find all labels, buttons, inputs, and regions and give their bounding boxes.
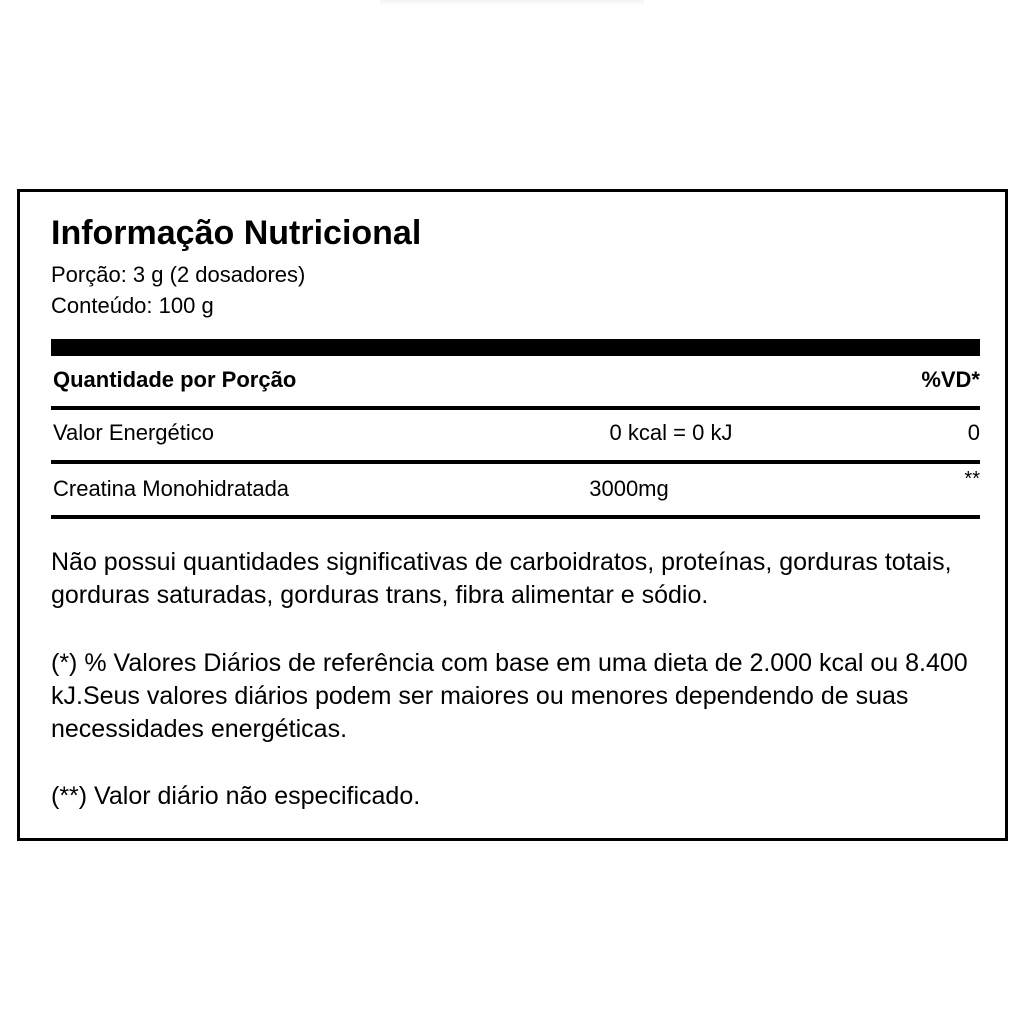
row-divider	[51, 406, 980, 410]
not-significant-note: Não possui quantidades significativas de carboidratos, proteínas, gorduras totais, gorduras saturadas, gorduras trans, fibra alimentar e sódio.	[51, 548, 952, 609]
portion-size: Porção: 3 g (2 dosadores)	[51, 262, 306, 287]
nutrient-daily-value: 0	[967, 420, 980, 445]
unspecified-value-footnote: (**) Valor diário não especificado.	[51, 782, 421, 810]
nutrient-amount: 3000mg	[589, 476, 669, 501]
thick-divider	[51, 339, 980, 356]
top-edge-shadow	[380, 0, 644, 6]
nutrient-daily-value: **	[964, 468, 980, 490]
row-divider	[51, 460, 980, 464]
quantity-per-portion-header: Quantidade por Porção	[53, 367, 297, 392]
daily-value-header: %VD*	[921, 367, 980, 392]
row-divider	[51, 515, 980, 519]
table-header-row	[51, 367, 980, 399]
package-content: Conteúdo: 100 g	[51, 293, 214, 318]
daily-values-footnote: (*) % Valores Diários de referência com base em uma dieta de 2.000 kcal ou 8.400 kJ.Seus valores diários podem ser maiores ou menores dependendo de suas necessidades energéticas.	[51, 649, 968, 743]
nutrition-title: Informação Nutricional	[51, 214, 422, 252]
table-row-energy	[51, 420, 980, 452]
nutrition-facts-panel	[17, 189, 1008, 841]
nutrient-name: Valor Energético	[53, 420, 215, 445]
table-row-creatine	[51, 468, 980, 508]
nutrient-name: Creatina Monohidratada	[53, 476, 290, 501]
nutrient-amount: 0 kcal = 0 kJ	[609, 420, 733, 445]
